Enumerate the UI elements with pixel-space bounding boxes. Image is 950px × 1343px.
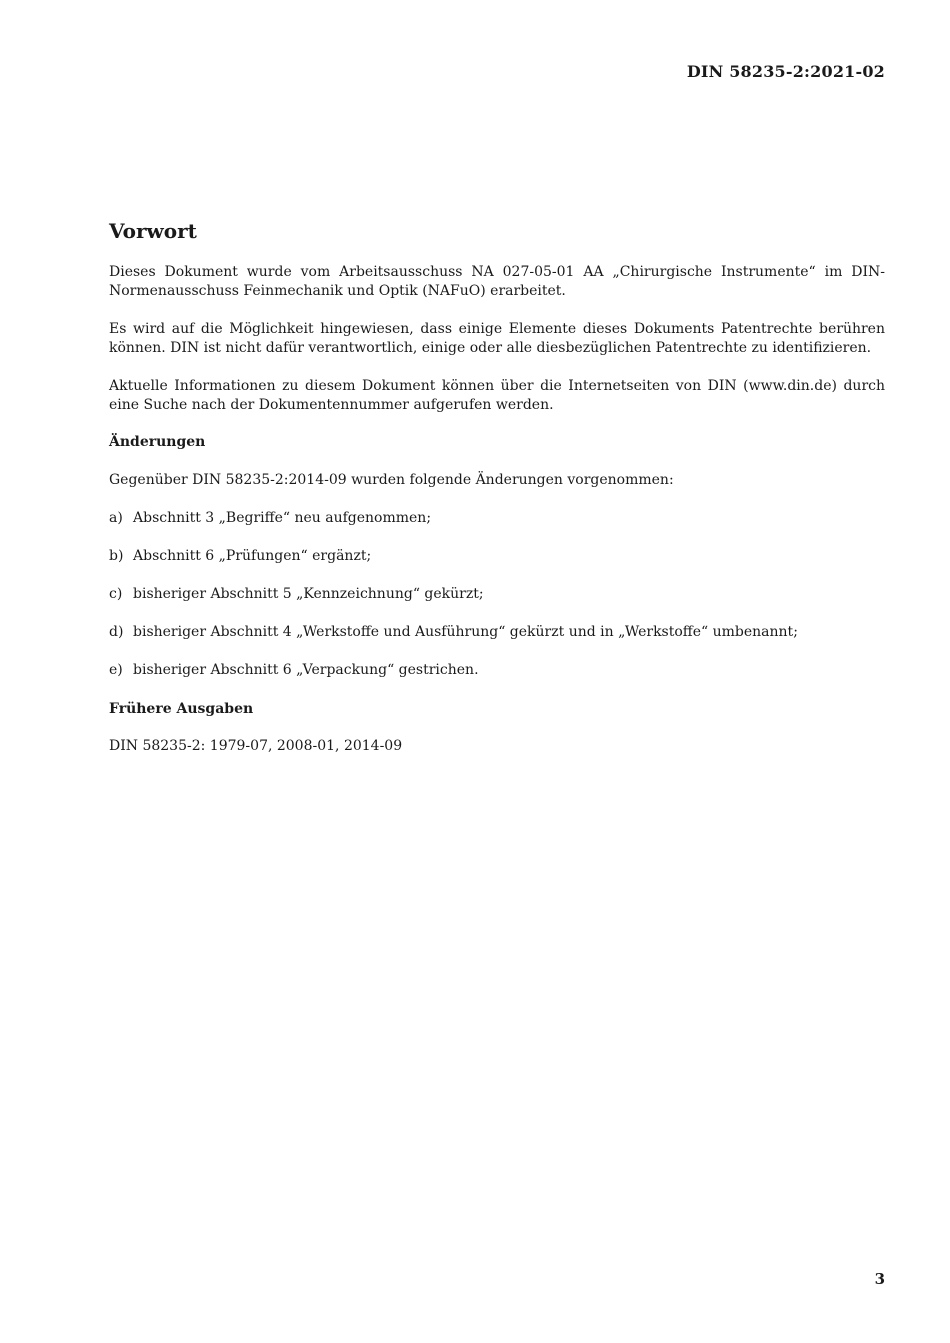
- list-item-text: bisheriger Abschnitt 4 „Werkstoffe und Ausführung“ gekürzt und in „Werkstoffe“ umbenannt;: [133, 624, 798, 641]
- list-item-text: Abschnitt 6 „Prüfungen“ ergänzt;: [133, 547, 372, 564]
- subsection-title-changes: Änderungen: [109, 434, 206, 451]
- list-marker: c): [109, 585, 123, 602]
- list-item: [109, 661, 885, 680]
- list-marker: d): [109, 624, 124, 641]
- foreword-paragraph-3: Aktuelle Informationen zu diesem Dokument können über die Internetseiten von DIN (www.din.de) durch eine Suche nach der Dokumentennummer aufgerufen werden.: [109, 377, 885, 413]
- list-item: [109, 547, 885, 566]
- page-content: [109, 218, 885, 775]
- list-item: [109, 623, 885, 642]
- list-marker: e): [109, 662, 123, 679]
- foreword-paragraph-1: Dieses Dokument wurde vom Arbeitsausschuss NA 027-05-01 AA „Chirurgische Instrumente“ im DIN-Normenausschuss Feinmechanik und Optik (NAFuO) erarbeitet.: [109, 264, 885, 300]
- list-item-text: bisheriger Abschnitt 6 „Verpackung“ gestrichen.: [133, 662, 479, 679]
- subsection-title-previous-editions: Frühere Ausgaben: [109, 700, 254, 717]
- page-number: 3: [874, 1270, 885, 1288]
- previous-editions-text: DIN 58235-2: 1979-07, 2008-01, 2014-09: [109, 738, 403, 755]
- section-title-foreword: Vorwort: [109, 219, 197, 243]
- foreword-paragraph-2: Es wird auf die Möglichkeit hingewiesen, dass einige Elemente dieses Dokuments Patentrechte berühren können. DIN ist nicht dafür verantwortlich, einige oder alle diesbezüglichen Patentrechte zu identifizieren.: [109, 320, 885, 356]
- list-item: [109, 509, 885, 528]
- document-identifier: DIN 58235-2:2021-02: [686, 62, 885, 81]
- list-item-text: Abschnitt 3 „Begriffe“ neu aufgenommen;: [133, 509, 432, 526]
- list-marker: b): [109, 547, 124, 564]
- list-marker: a): [109, 509, 123, 526]
- list-item: [109, 585, 885, 604]
- list-item-text: bisheriger Abschnitt 5 „Kennzeichnung“ gekürzt;: [133, 585, 484, 602]
- changes-list: [109, 509, 885, 681]
- changes-intro: Gegenüber DIN 58235-2:2014-09 wurden folgende Änderungen vorgenommen:: [109, 471, 674, 488]
